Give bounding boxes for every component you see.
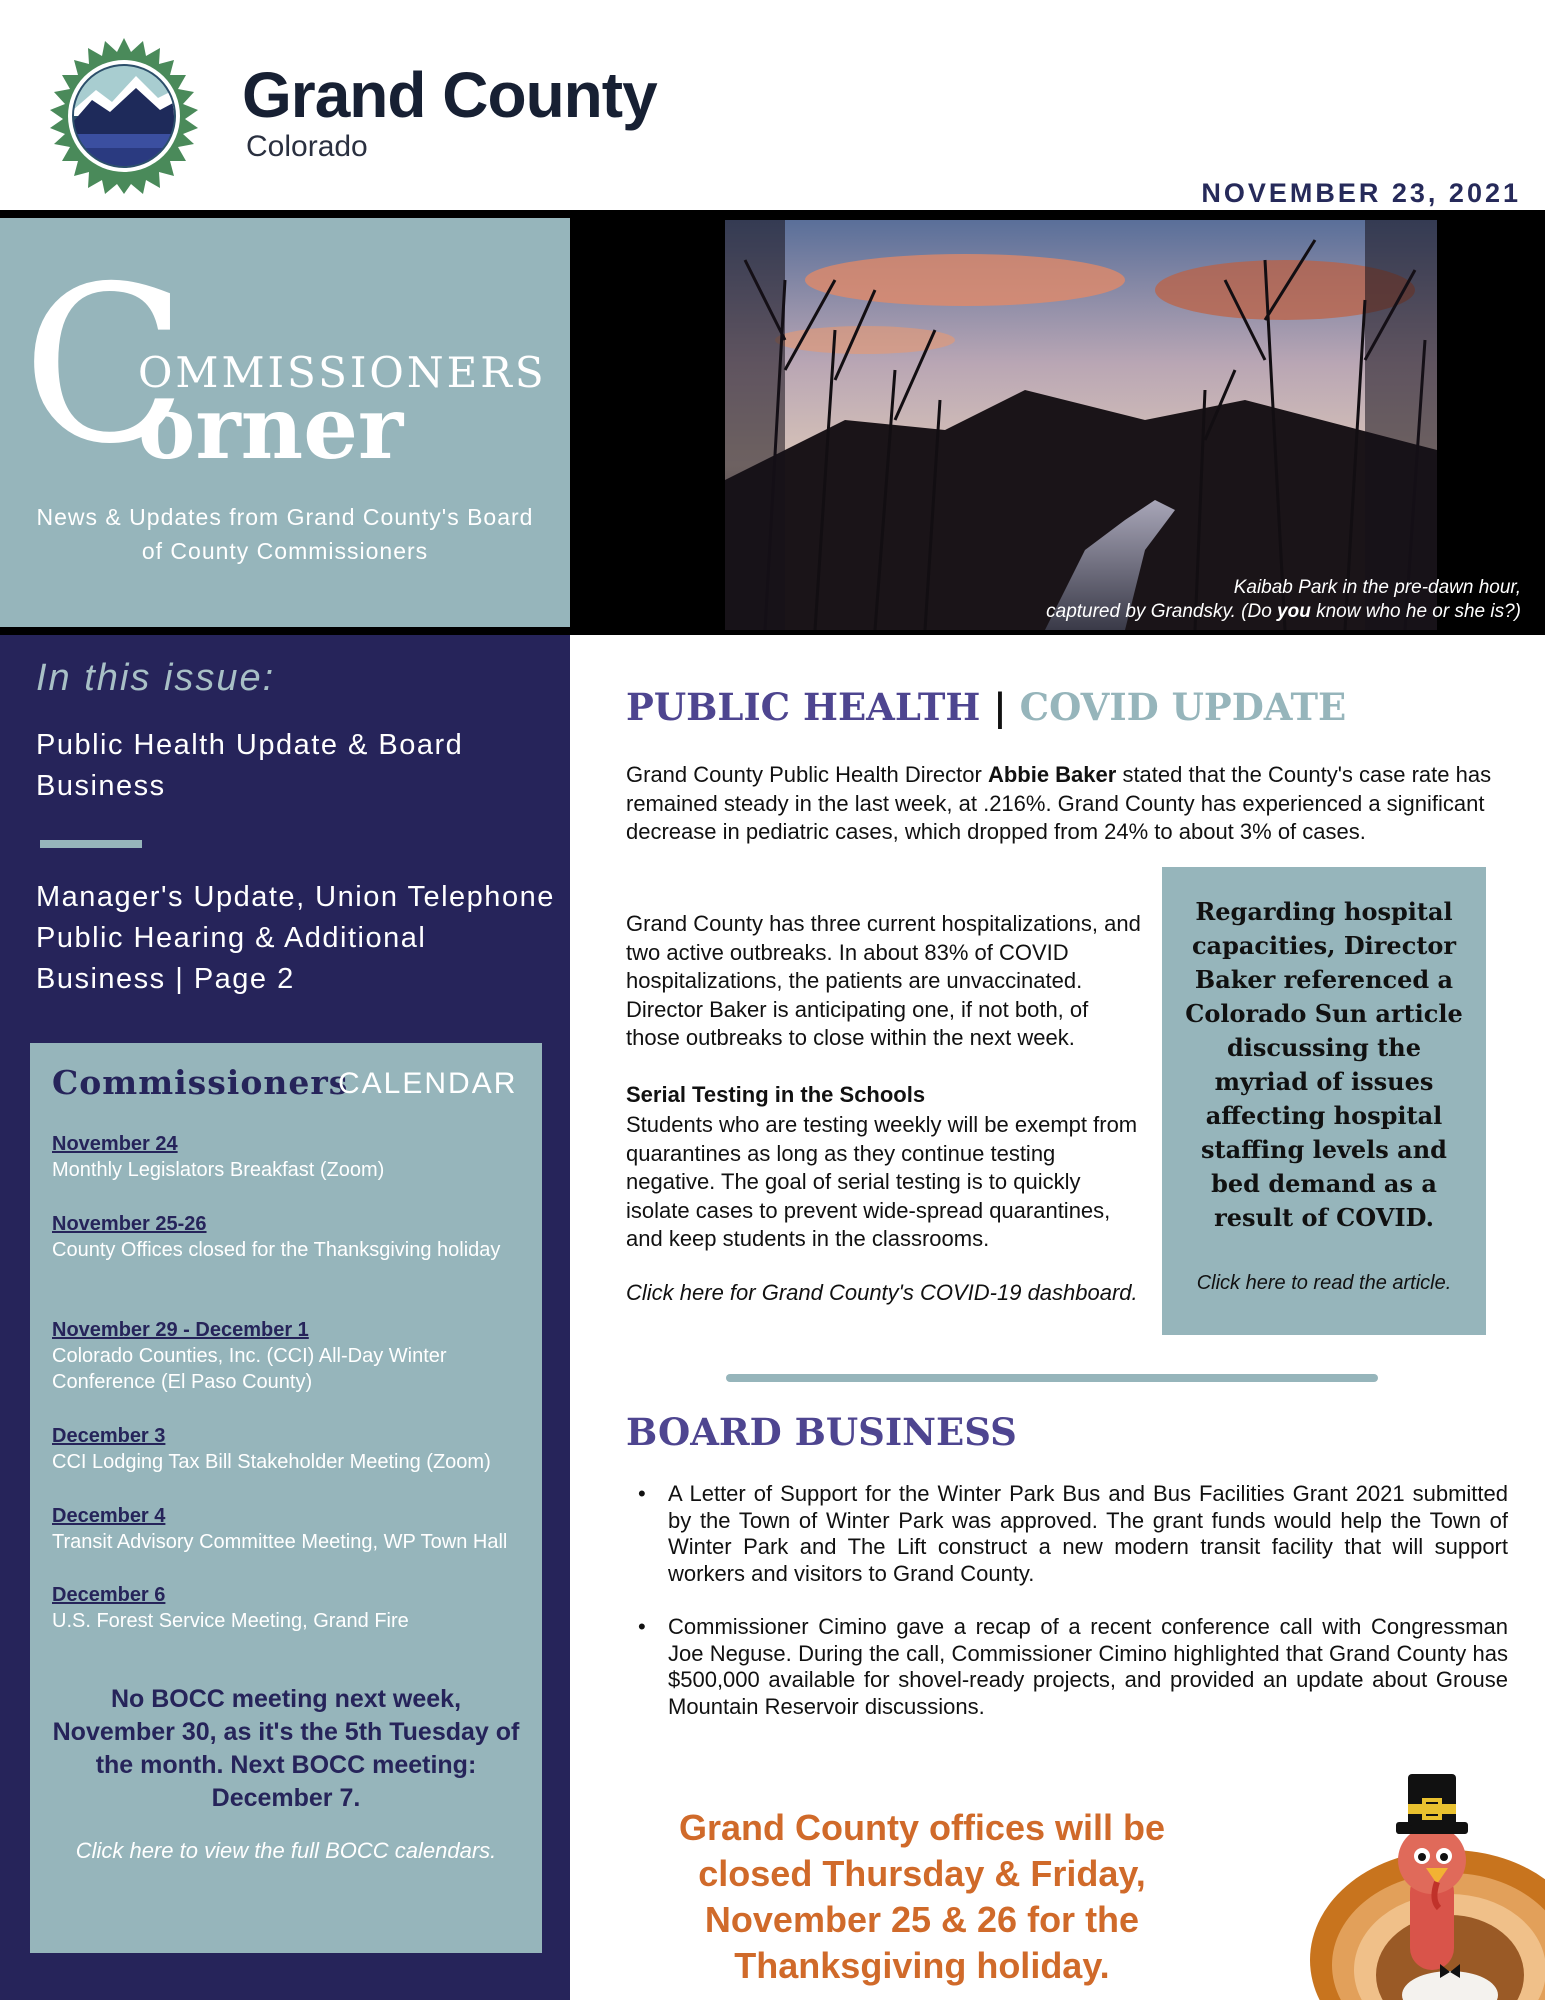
- event-description: Transit Advisory Committee Meeting, WP Town Hall: [52, 1531, 508, 1553]
- list-item: • A Letter of Support for the Winter Park Bus and Bus Facilities Grant 2021 submitted by the Town of Winter Park was approved. The grant funds would help the Town of Winter Park and The Lift construct a new modern transit facility that will support workers and visitors to Grand County.: [638, 1481, 1508, 1586]
- photo-caption: [1046, 576, 1521, 624]
- bocc-meeting-note: No BOCC meeting next week, November 30, as it's the 5th Tuesday of the month. Next BOCC meeting: December 7.: [52, 1685, 520, 1812]
- bullet-icon: •: [638, 1481, 646, 1506]
- board-business-list: [626, 1481, 1508, 1747]
- page-header: [0, 0, 1545, 210]
- title-bottom: orner: [138, 378, 404, 479]
- commissioners-calendar: [30, 1043, 542, 1953]
- board-business-heading: BOARD BUSINESS: [626, 1410, 1017, 1454]
- kaibab-park-photo: [725, 220, 1437, 630]
- event-description: CCI Lodging Tax Bill Stakeholder Meeting (Zoom): [52, 1451, 491, 1473]
- section-divider: [726, 1374, 1378, 1382]
- event-description: Monthly Legislators Breakfast (Zoom): [52, 1159, 385, 1181]
- bocc-calendars-link[interactable]: Click here to view the full BOCC calendars.: [75, 1838, 497, 1863]
- calendar-event: [52, 1503, 522, 1555]
- calendar-event: [52, 1582, 522, 1634]
- event-description: Colorado Counties, Inc. (CCI) All-Day Winter Conference (El Paso County): [52, 1345, 447, 1393]
- sidebar: [0, 635, 570, 2000]
- newsletter-masthead: [0, 218, 570, 627]
- issue-item-page-1: Public Health Update & Board Business: [36, 729, 464, 802]
- event-date: December 3: [52, 1425, 166, 1447]
- public-health-paragraph: Grand County Public Health Director Abbie Baker stated that the County's case rate has remained steady in the last week, at .216%. Grand County has experienced a significant decrease in pediatric cases, which dropped from 24% to about 3% of cases.: [626, 762, 1492, 844]
- bullet-icon: •: [638, 1614, 646, 1639]
- thanksgiving-closure-notice: Grand County offices will be closed Thursday & Friday, November 25 & 26 for the Thanksgiving holiday.: [678, 1807, 1166, 1986]
- calendar-event: [52, 1131, 522, 1183]
- calendar-event: [52, 1211, 522, 1263]
- hospital-capacity-callout: [1162, 867, 1486, 1335]
- serial-testing-paragraph: Students who are testing weekly will be exempt from quarantines as long as they continue testing negative. The goal of serial testing is to quickly isolate cases to prevent wide-spread quarantines, and keep students in the classrooms.: [626, 1112, 1138, 1251]
- in-this-issue-heading: In this issue:: [36, 657, 276, 699]
- callout-text: Regarding hospital capacities, Director Baker referenced a Colorado Sun article discussing the myriad of issues affecting hospital staffing levels and bed demand as a result of COVID.: [1185, 897, 1463, 1232]
- calendar-event: [52, 1423, 522, 1475]
- serial-testing-heading: Serial Testing in the Schools: [626, 1082, 926, 1107]
- event-description: U.S. Forest Service Meeting, Grand Fire: [52, 1610, 409, 1632]
- pilgrim-turkey-icon: [1300, 1760, 1545, 2000]
- masthead-subtitle: News & Updates from Grand County's Board of County Commissioners: [36, 504, 534, 564]
- list-item: • Commissioner Cimino gave a recap of a recent conference call with Congressman Joe Neguse. During the call, Commissioner Cimino highlighted that Grand County has $500,000 available for shovel-ready projects, and provided an update about Grouse Mountain Reservoir discussions.: [638, 1614, 1508, 1719]
- photo-caption-line-2: captured by Grandsky. (Do you know who he or she is?): [1046, 601, 1521, 622]
- event-date: November 24: [52, 1133, 178, 1155]
- heading-sub: COVID UPDATE: [1019, 685, 1347, 729]
- public-health-heading: [626, 685, 1346, 729]
- county-seal-logo: [46, 38, 202, 194]
- county-state: Colorado: [246, 130, 368, 163]
- issue-divider: [40, 840, 142, 848]
- calendar-title: Commissioners: [52, 1063, 349, 1102]
- hospitalizations-paragraph: Grand County has three current hospitalizations, and two active outbreaks. In about 83% of COVID hospitalizations, the patients are unvaccinated. Director Baker is anticipating one, if not both, of those outbreaks to close within the next week.: [626, 911, 1141, 1050]
- heading-separator: |: [993, 685, 1007, 729]
- calendar-title-suffix: CALENDAR: [338, 1067, 518, 1100]
- heading-main: PUBLIC HEALTH: [626, 685, 981, 729]
- issue-item-page-2: Manager's Update, Union Telephone Public Hearing & Additional Business | Page 2: [36, 881, 555, 995]
- event-date: December 4: [52, 1505, 166, 1527]
- title-initial: C: [22, 240, 188, 491]
- title-top: OMMISSIONERS: [138, 348, 547, 397]
- event-date: November 25-26: [52, 1213, 207, 1235]
- event-date: November 29 - December 1: [52, 1319, 309, 1341]
- read-article-link[interactable]: Click here to read the article.: [1196, 1272, 1452, 1294]
- photo-caption-line-1: Kaibab Park in the pre-dawn hour,: [1233, 577, 1521, 598]
- issue-date: NOVEMBER 23, 2021: [1201, 178, 1521, 208]
- calendar-event: [52, 1317, 522, 1395]
- county-name: Grand County: [242, 59, 657, 131]
- event-description: County Offices closed for the Thanksgiving holiday: [52, 1239, 501, 1261]
- covid-dashboard-link[interactable]: Click here for Grand County's COVID-19 dashboard.: [626, 1280, 1138, 1305]
- event-date: December 6: [52, 1584, 166, 1606]
